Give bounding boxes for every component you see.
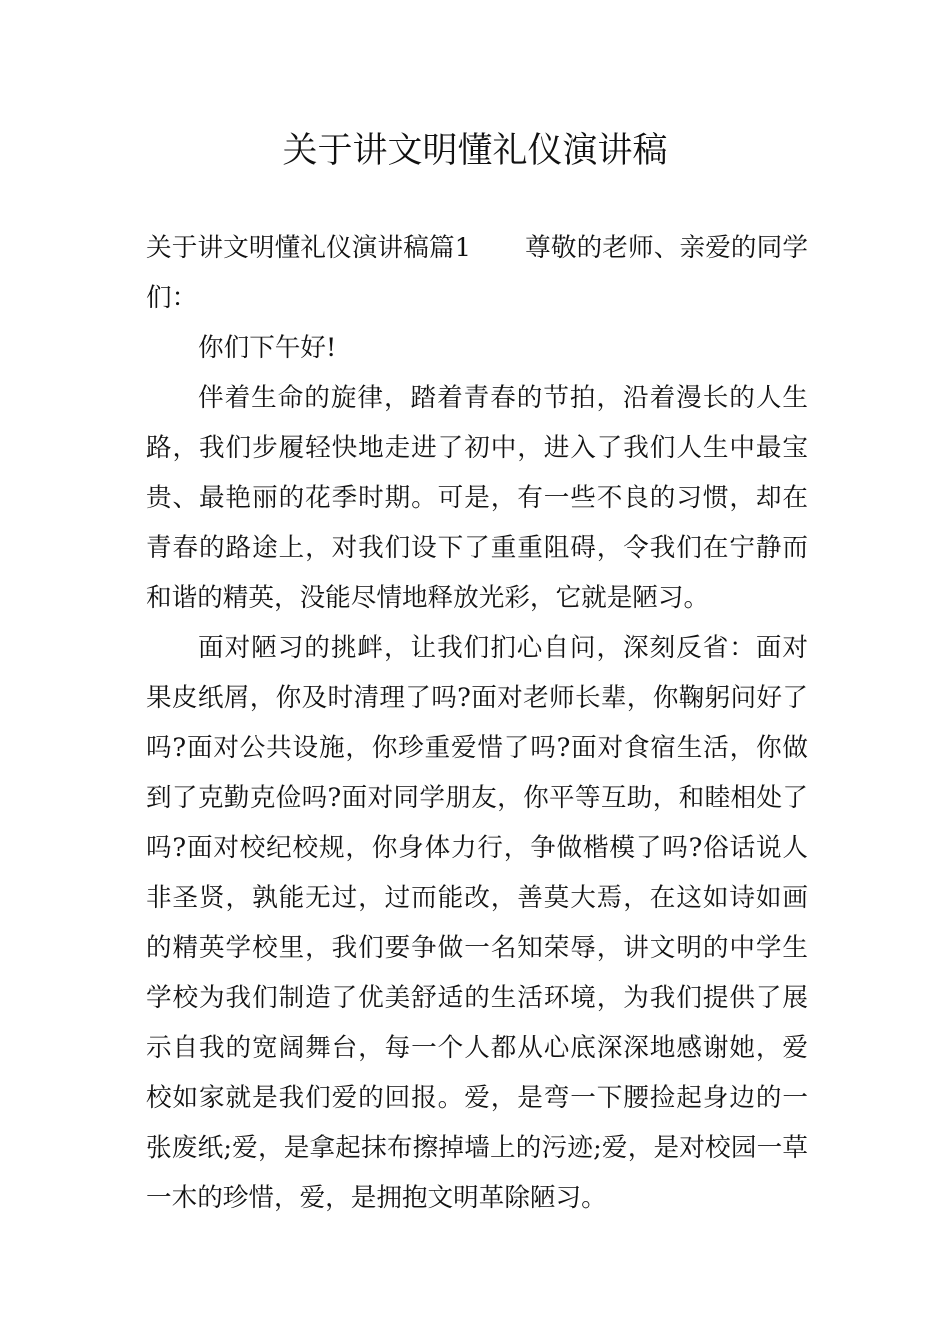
paragraph-greeting: 你们下午好! <box>198 333 337 363</box>
section-heading: 关于讲文明懂礼仪演讲稿篇1 <box>146 233 471 263</box>
document-body <box>146 223 808 1223</box>
paragraph-intro <box>146 223 808 323</box>
paragraph-body-1: 伴着生命的旋律，踏着青春的节拍，沿着漫长的人生路，我们步履轻快地走进了初中，进入了我们人生中最宝贵、最艳丽的花季时期。可是，有一些不良的习惯，却在青春的路途上，对我们设下了重重阻碍，令我们在宁静而和谐的精英，没能尽情地释放光彩，它就是陋习。 <box>146 383 808 613</box>
paragraph-body-2: 面对陋习的挑衅，让我们扪心自问，深刻反省：面对果皮纸屑，你及时清理了吗?面对老师长辈，你鞠躬问好了吗?面对公共设施，你珍重爱惜了吗?面对食宿生活，你做到了克勤克俭吗?面对同学朋友，你平等互助，和睦相处了吗?面对校纪校规，你身体力行，争做楷模了吗?俗话说人非圣贤，孰能无过，过而能改，善莫大焉，在这如诗如画的精英学校里，我们要争做一名知荣辱，讲文明的中学生学校为我们制造了优美舒适的生活环境，为我们提供了展示自我的宽阔舞台，每一个人都从心底深深地感谢她，爱校如家就是我们爱的回报。爱，是弯一下腰捡起身边的一张废纸;爱，是拿起抹布擦掉墙上的污迹;爱，是对校园一草一木的珍惜，爱，是拥抱文明革除陋习。 <box>146 633 808 1213</box>
salutation: 尊敬的老师、亲爱的同学们： <box>146 233 808 313</box>
document-title: 关于讲文明懂礼仪演讲稿 <box>282 131 668 171</box>
